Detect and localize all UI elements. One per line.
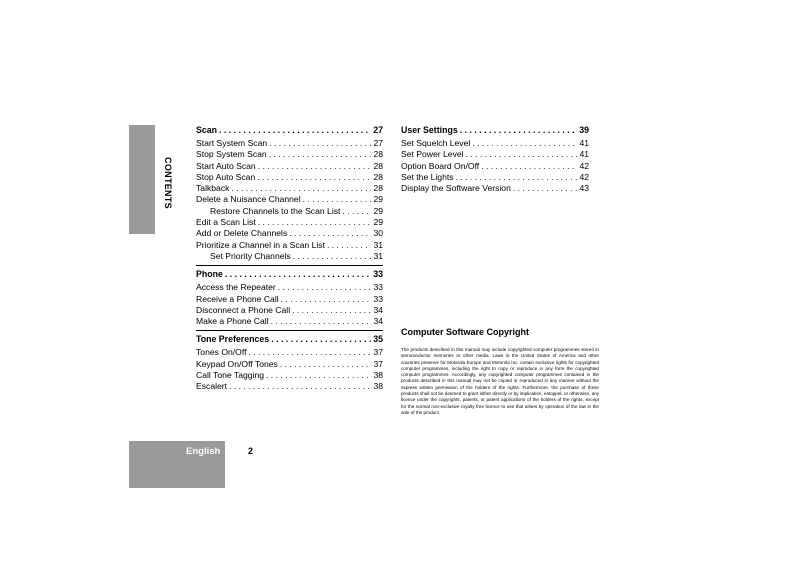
toc-section-page: 27 — [373, 125, 383, 135]
toc-entry[interactable] — [401, 138, 589, 149]
toc-entry-label: Access the Repeater — [196, 282, 276, 293]
toc-entry-page: 27 — [373, 138, 383, 148]
toc-entry-label: Display the Software Version — [401, 183, 511, 194]
toc-leader-dots — [271, 316, 372, 327]
toc-entry-page: 28 — [373, 160, 383, 171]
toc-entry-page: 37 — [373, 358, 383, 369]
toc-entry[interactable] — [196, 240, 383, 251]
toc-entry-page: 33 — [373, 293, 383, 304]
toc-leader-dots — [248, 347, 371, 358]
toc-leader-dots — [513, 183, 578, 194]
toc-leader-dots — [280, 359, 372, 370]
toc-entry-page: 37 — [373, 347, 383, 358]
toc-leader-dots — [281, 294, 372, 305]
toc-entry[interactable] — [196, 194, 383, 205]
toc-entry-page: 29 — [373, 194, 383, 205]
toc-entry-page: 30 — [373, 228, 383, 239]
toc-entry-label: Set Squelch Level — [401, 138, 471, 148]
toc-entry[interactable] — [196, 370, 383, 381]
toc-section-heading[interactable] — [401, 124, 589, 136]
toc-leader-dots — [225, 268, 371, 280]
copyright-body: The products described in this manual may include copyrighted computer programmes stored in semiconductor memories or other media. Laws in the United States of America and other countries preserve for Motorola Europe and Motorola Inc. certain exclusive rights for copyrighted computer programmes, including the right to copy or reproduce in any form the copyrighted computer programmes. Accordingly, any copyrighted computer programmes contained in the products described in this manual may not be copied or reproduced in any manner without the express written permission of the holders of the rights. Furthermore, the purchase of these products shall not be deemed to grant either directly or by implication, estoppel, or otherwise, any licence under the copyrights, patents, or patent applications of the holders of the rights, except for the normal non-exclusive royalty free licence to use that arises by operation of the law in the sale of the product. — [401, 347, 599, 415]
toc-section-page: 33 — [373, 269, 383, 280]
toc-leader-dots — [303, 194, 372, 205]
toc-section-title: Tone Preferences — [196, 334, 270, 345]
toc-leader-dots — [289, 228, 371, 239]
toc-section-title: Phone — [196, 269, 223, 280]
footer-language: English — [186, 446, 221, 457]
toc-entry[interactable] — [196, 228, 383, 239]
toc-entry-page: 38 — [373, 381, 383, 392]
toc-right-column — [401, 124, 589, 194]
toc-section-heading[interactable] — [196, 333, 383, 345]
toc-entry[interactable] — [401, 149, 589, 160]
toc-entry-label: Stop Auto Scan — [196, 171, 256, 182]
toc-entry-page: 34 — [373, 304, 383, 315]
toc-entry-label: Tones On/Off — [196, 347, 247, 358]
toc-section — [196, 124, 383, 262]
toc-entry-page: 29 — [373, 205, 383, 216]
toc-leader-dots — [271, 333, 371, 345]
toc-entry-page: 42 — [579, 171, 589, 182]
toc-section — [196, 330, 383, 392]
copyright-heading: Computer Software Copyright — [401, 327, 530, 337]
toc-entry[interactable] — [196, 138, 383, 149]
toc-leader-dots — [342, 206, 371, 217]
toc-entry-label: Option Board On/Off — [401, 160, 480, 171]
copyright-section — [401, 327, 599, 416]
toc-section-heading[interactable] — [196, 268, 383, 280]
toc-section-title: Scan — [196, 125, 218, 135]
toc-entry-page: 28 — [373, 171, 383, 182]
toc-leader-dots — [293, 251, 372, 262]
toc-entry-label: Set Priority Channels — [210, 250, 291, 261]
toc-entry-label: Make a Phone Call — [196, 316, 269, 327]
toc-section-heading[interactable] — [196, 124, 383, 136]
toc-section-page: 39 — [579, 125, 589, 135]
toc-entry[interactable] — [196, 161, 383, 172]
toc-entry-label: Start System Scan — [196, 138, 268, 148]
toc-entry-label: Disconnect a Phone Call — [196, 304, 291, 315]
toc-entry[interactable] — [196, 183, 383, 194]
toc-entry-page: 38 — [373, 370, 383, 381]
toc-entry[interactable] — [401, 183, 589, 194]
toc-entry[interactable] — [196, 251, 383, 262]
toc-entry-label: Add or Delete Channels — [196, 228, 288, 239]
toc-entry[interactable] — [196, 347, 383, 358]
toc-entry[interactable] — [401, 161, 589, 172]
toc-leader-dots — [460, 124, 577, 136]
toc-leader-dots — [269, 138, 371, 149]
toc-leader-dots — [292, 305, 371, 316]
toc-entry-page: 28 — [373, 183, 383, 194]
contents-tab — [129, 125, 155, 234]
toc-leader-dots — [266, 370, 371, 381]
toc-entry-label: Call Tone Tagging — [196, 370, 265, 381]
page-number: 2 — [248, 446, 254, 456]
toc-entry-page: 31 — [373, 239, 383, 250]
contents-tab-label: CONTENTS — [163, 156, 173, 209]
toc-entry-label: Set Power Level — [401, 149, 464, 160]
toc-leader-dots — [327, 240, 371, 251]
toc-entry[interactable] — [196, 359, 383, 370]
toc-entry[interactable] — [196, 316, 383, 327]
toc-entry-page: 31 — [373, 250, 383, 261]
toc-leader-dots — [278, 282, 372, 293]
toc-entry-label: Stop System Scan — [196, 149, 267, 160]
toc-section — [401, 124, 589, 194]
toc-entry-page: 41 — [579, 138, 589, 148]
toc-section-title: User Settings — [401, 125, 458, 135]
toc-leader-dots — [269, 149, 372, 160]
toc-entry-page: 41 — [579, 149, 589, 160]
toc-entry-page: 34 — [373, 316, 383, 327]
toc-leader-dots — [257, 172, 371, 183]
toc-entry-page: 43 — [579, 183, 589, 194]
toc-entry-page: 29 — [373, 217, 383, 228]
toc-entry[interactable] — [196, 294, 383, 305]
toc-entry-label: Prioritize a Channel in a Scan List — [196, 239, 325, 250]
toc-entry-label: Keypad On/Off Tones — [196, 358, 278, 369]
toc-entry[interactable] — [401, 172, 589, 183]
toc-entry[interactable] — [196, 217, 383, 228]
toc-leader-dots — [229, 381, 371, 392]
toc-entry[interactable] — [196, 381, 383, 392]
toc-leader-dots — [456, 172, 578, 183]
toc-leader-dots — [219, 124, 371, 136]
toc-entry-label: Escalert — [196, 381, 228, 392]
toc-entry-page: 28 — [373, 149, 383, 160]
toc-entry-page: 33 — [373, 282, 383, 293]
toc-entry-label: Delete a Nuisance Channel — [196, 194, 301, 205]
toc-leader-dots — [231, 183, 371, 194]
toc-entry-label: Talkback — [196, 183, 230, 194]
toc-entry-label: Set the Lights — [401, 171, 454, 182]
toc-leader-dots — [258, 161, 372, 172]
toc-leader-dots — [481, 161, 577, 172]
toc-section-page: 35 — [373, 334, 383, 345]
toc-entry[interactable] — [196, 149, 383, 160]
toc-entry[interactable] — [196, 206, 383, 217]
toc-entry-label: Start Auto Scan — [196, 160, 256, 171]
toc-entry[interactable] — [196, 172, 383, 183]
toc-entry[interactable] — [196, 305, 383, 316]
toc-entry-page: 42 — [579, 160, 589, 171]
contents-tab-label-wrap — [158, 155, 178, 210]
toc-entry[interactable] — [196, 282, 383, 293]
toc-entry-label: Receive a Phone Call — [196, 293, 279, 304]
toc-leader-dots — [472, 138, 577, 149]
toc-entry-label: Restore Channels to the Scan List — [210, 205, 341, 216]
toc-leader-dots — [466, 149, 578, 160]
toc-leader-dots — [258, 217, 372, 228]
toc-left-column — [196, 124, 383, 393]
toc-section — [196, 265, 383, 327]
toc-entry-label: Edit a Scan List — [196, 217, 256, 228]
